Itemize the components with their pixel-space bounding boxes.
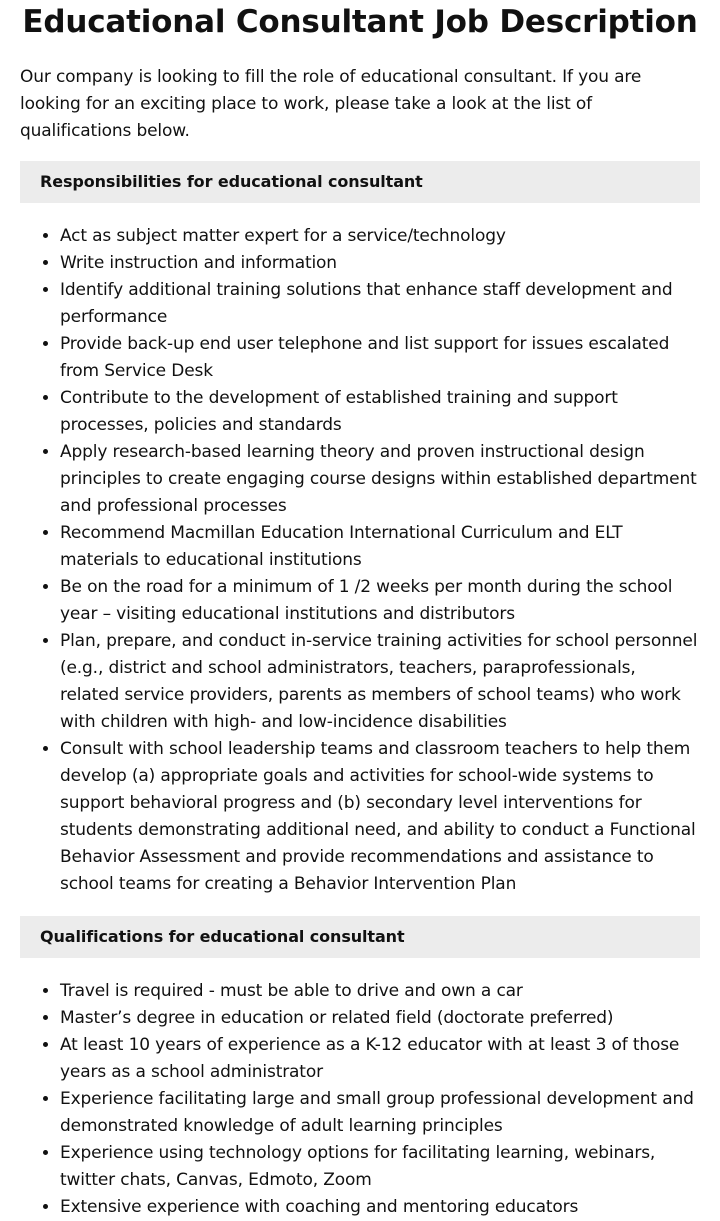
list-item: • Be on the road for a minimum of 1 /2 weeks per month during the school year – visiting educational institutions and distributors <box>60 574 700 628</box>
page-title: Educational Consultant Job Description <box>22 4 698 40</box>
list-item: • Experience using technology options for facilitating learning, webinars, twitter chats, Canvas, Edmoto, Zoom <box>60 1140 700 1194</box>
list-item: • Consult with school leadership teams and classroom teachers to help them develop (a) appropriate goals and activities for school-wide systems to support behavioral progress and (b) secondary level interventions for students demonstrating additional need, and ability to conduct a Functional Behavior Assessment and provide recommendations and assistance to school teams for creating a Behavior Intervention Plan <box>60 736 700 898</box>
responsibilities-heading: Responsibilities for educational consultant <box>20 161 700 203</box>
list-item: • Recommend Macmillan Education International Curriculum and ELT materials to educational institutions <box>60 520 700 574</box>
list-item: • Travel is required - must be able to drive and own a car <box>60 978 700 1005</box>
list-item: • Provide back-up end user telephone and list support for issues escalated from Service Desk <box>60 331 700 385</box>
list-item: • Identify additional training solutions that enhance staff development and performance <box>60 277 700 331</box>
qualifications-list <box>20 978 700 1221</box>
list-item: • Master’s degree in education or related field (doctorate preferred) <box>60 1005 700 1032</box>
responsibilities-list <box>20 223 700 898</box>
list-item: • Extensive experience with coaching and mentoring educators <box>60 1194 700 1221</box>
list-item: • Act as subject matter expert for a service/technology <box>60 223 700 250</box>
list-item: • Plan, prepare, and conduct in-service training activities for school personnel (e.g., district and school administrators, teachers, paraprofessionals, related service providers, parents as members of school teams) who work with children with high- and low-incidence disabilities <box>60 628 700 736</box>
qualifications-heading: Qualifications for educational consultant <box>20 916 700 958</box>
list-item: • Apply research-based learning theory and proven instructional design principles to create engaging course designs within established department and professional processes <box>60 439 700 520</box>
list-item: • Contribute to the development of established training and support processes, policies and standards <box>60 385 700 439</box>
list-item: • At least 10 years of experience as a K-12 educator with at least 3 of those years as a school administrator <box>60 1032 700 1086</box>
intro-paragraph: Our company is looking to fill the role of educational consultant. If you are looking for an exciting place to work, please take a look at the list of qualifications below. <box>20 67 642 141</box>
list-item: • Experience facilitating large and small group professional development and demonstrated knowledge of adult learning principles <box>60 1086 700 1140</box>
list-item: • Write instruction and information <box>60 250 700 277</box>
